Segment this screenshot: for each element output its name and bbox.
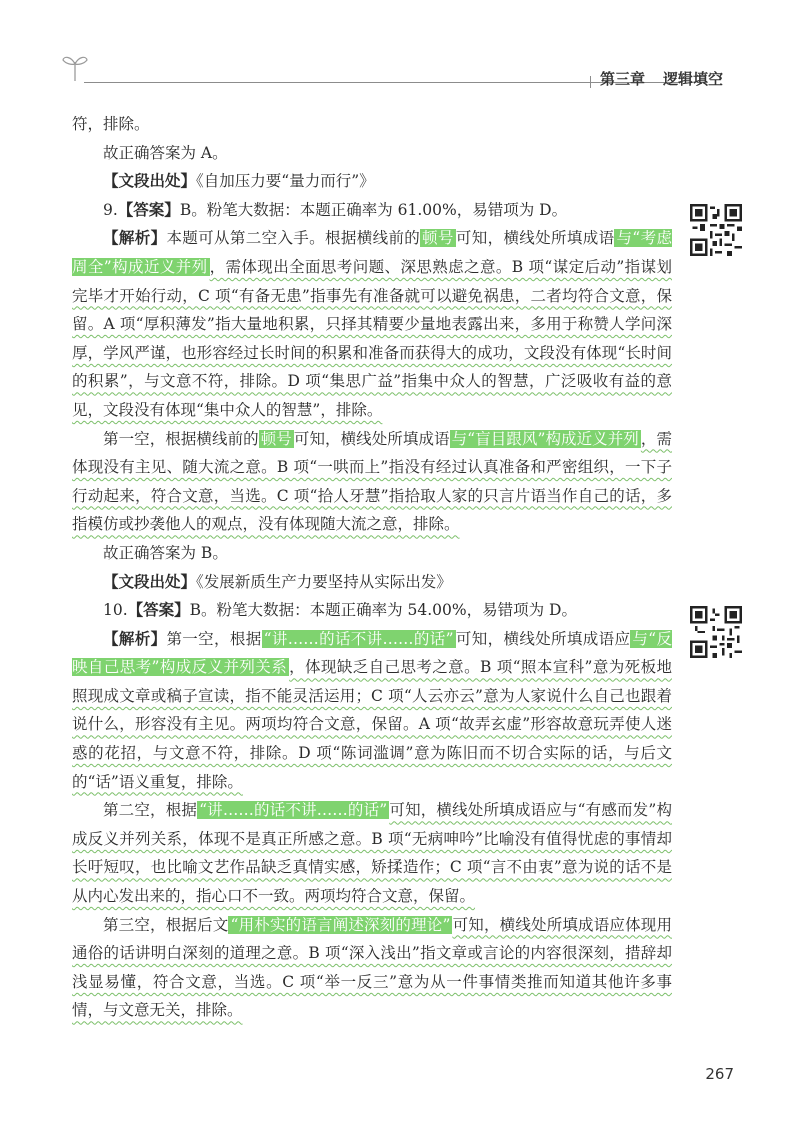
text-run: 第二空，根据 [103,801,198,820]
text-run: 可知，横线处所填成语 [293,429,450,448]
answer-text: B。粉笔大数据：本题正确率为 61.00%，易错项为 D。 [179,200,568,219]
blank-paragraph [72,911,672,1025]
source-title: 《自加压力要“量力而行”》 [196,172,375,191]
highlight: 顿号 [422,229,454,248]
analysis-tag: 【解析】 [103,228,167,248]
highlight: 顿号 [260,429,292,448]
text-run: 第三空，根据后文 [103,915,229,934]
highlight: 与“考虑周全”构成近义并列 [72,229,672,276]
qr-code-icon [690,204,742,256]
answer-tag: 【答案】 [117,199,180,219]
text-run: 第一空，根据横线前的 [103,429,259,448]
source-line [72,167,672,196]
answer-text: B。粉笔大数据：本题正确率为 54.00%，易错项为 D。 [189,601,577,620]
highlight: “讲……的话不讲……的话” [263,629,454,648]
highlight: “用朴实的语言阐述深刻的理论” [230,915,451,934]
blank-paragraph [72,425,672,539]
text-run: 可知，横线处所填成语 [455,229,615,248]
answer-tag: 【答案】 [127,600,190,620]
analysis-tag: 【解析】 [103,628,167,648]
source-tag: 【文段出处】 [103,571,197,591]
paragraph: 符，排除。 [72,115,150,133]
source-title: 《发展新质生产力要坚持从实际出发》 [196,572,452,591]
source-tag: 【文段出处】 [103,171,197,191]
question-number: 9. [103,200,118,219]
qr-code-icon [690,606,742,658]
question-number: 10. [103,601,128,620]
chapter-number: 第三章 [600,70,646,88]
paragraph: 故正确答案为 B。 [103,543,228,562]
text-run: 本题可从第二空入手。根据横线前的 [166,229,421,248]
chapter-header [600,68,723,89]
highlight: 与“盲目跟风”构成近义并列 [451,429,639,448]
text-run: 可知，横线处所填成语应体现用通俗的话讲明白深刻的道理之意。B 项“深入浅出”指文章或言论的内容很深刻，措辞却浅显易懂，符合文意，当选。C 项“举一反三”意为从一件事情类推而知道其他许多事情，与文意无关，排除。 [72,915,672,1020]
highlight: 与“反映自己思考”构成反义并列关系 [72,629,672,677]
analysis-paragraph [72,625,672,797]
blank-paragraph [72,796,672,910]
text-run: ，体现缺乏自己思考之意。B 项“照本宣科”意为死板地照现成文章或稿子宣读，指不能灵活运用；C 项“人云亦云”意为人家说什么自己也跟着说什么，形容没有主见。两项均符合文意，保留。A 项“故弄玄虚”形容故意玩弄使人迷惑的花招，与文意不符，排除。D 项“陈词滥调”意为陈旧而不切合实际的话，与后文的“话”语义重复，排除。 [72,658,672,791]
sprout-icon [62,52,88,82]
header-divider [590,76,591,88]
text-run: 可知，横线处所填成语应与“有感而发”构成反义并列关系，体现不是真正所感之意。B 项“无病呻吟”比喻没有值得忧虑的事情却长吁短叹，也比喻文艺作品缺乏真情实感，矫揉造作；C 项“言不由衷”意为说的话不是从内心发出来的，指心口不一致。两项均符合文意，保留。 [72,801,672,906]
answer-line [72,596,672,625]
analysis-paragraph [72,224,672,424]
text-run: 可知，横线处所填成语应 [455,629,631,648]
page-content [72,110,672,1025]
paragraph: 故正确答案为 A。 [103,143,228,162]
highlight: “讲……的话不讲……的话” [199,801,388,820]
text-run: ，需体现没有主见、随大流之意。B 项“一哄而上”指没有经过认真准备和严密组织，一下子行动起来，符合文意，当选。C 项“拾人牙慧”指拾取人家的只言片语当作自己的话，多指模仿或抄袭他人的观点，没有体现随大流之意，排除。 [72,429,672,534]
text-run: ，需体现出全面思考问题、深思熟虑之意。B 项“谋定后动”指谋划完毕才开始行动，C 项“有备无患”指事先有准备就可以避免祸患，二者均符合文意，保留。A 项“厚积薄发”指大量地积累，只择其精要少量地表露出来，多用于称赞人学问深厚，学风严谨，也形容经过长时间的积累和准备而获得大的成功，文段没有体现“长时间的积累”，与文意不符，排除。D 项“集思广益”指集中众人的智慧，广泛吸收有益的意见，文段没有体现“集中众人的智慧”，排除。 [72,257,672,419]
answer-line [72,196,672,225]
text-run: 第一空，根据 [166,629,262,648]
page-number: 267 [705,1065,734,1083]
source-line [72,568,672,597]
chapter-title: 逻辑填空 [663,70,724,88]
